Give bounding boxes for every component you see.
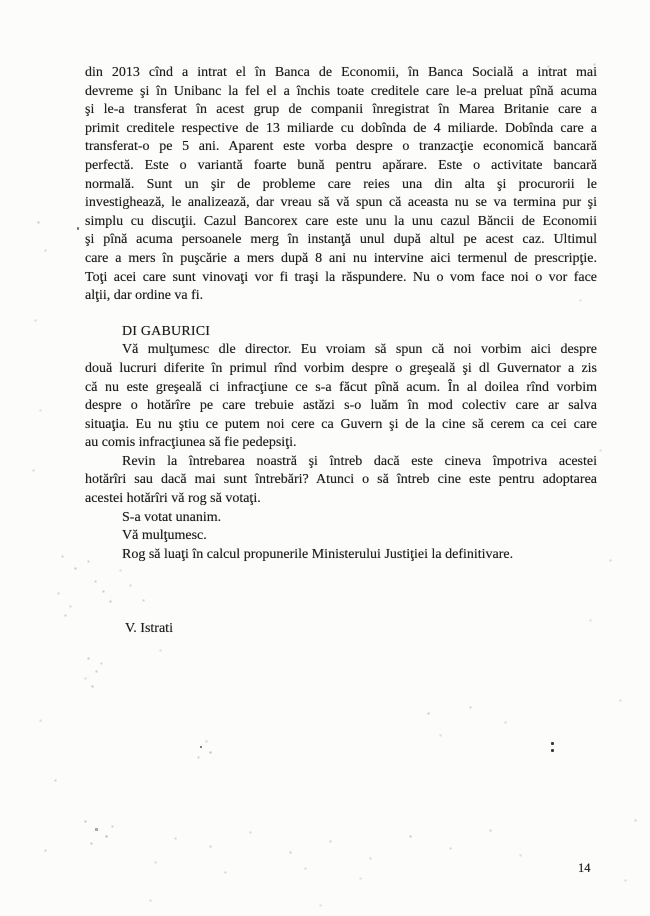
text-line: investighează, le analizează, dar vreau să vă spun că aceasta nu se va termina pur şi	[85, 195, 597, 211]
text-line: despre o hotărîre pe care trebuie astăzi s-o luăm în mod colectiv care ar salva	[85, 398, 597, 414]
text-line: devreme şi în Unibanc la fel el a închis toate creditele care le-a preluat pînă acuma	[85, 83, 597, 99]
text-line: că nu este greşeală ci infracţiune ce s-a făcut pînă acum. În al doilea rînd vorbim	[85, 379, 597, 395]
signature-name: V. Istrati	[125, 621, 173, 636]
text-line: acestei hotărîri vă rog să votaţi.	[85, 491, 261, 507]
text-line: transferat-o pe 5 ani. Aparent este vorba despre o tranzacţie economică bancară	[85, 139, 597, 155]
scan-noise-specks	[0, 0, 1, 1]
scan-ink-mark	[551, 749, 554, 752]
text-line: Rog să luaţi în calcul propunerile Ministerului Justiţiei la definitivare.	[122, 546, 514, 562]
text-line: din 2013 cînd a intrat el în Banca de Economii, în Banca Socială a intrat mai	[85, 65, 597, 80]
text-line: simplu cu discuţii. Cazul Bancorex care este unu la unu cazul Băncii de Economii	[85, 213, 597, 229]
speaker-heading: DI GABURICI	[122, 323, 211, 339]
transcript-text-block	[85, 64, 597, 564]
text-line: hotărîri sau dacă mai sunt întrebări? Atunci o să întreb cine este pentru adoptarea	[85, 472, 597, 488]
text-line: au comis infracţiunea să fie pedepsiţi.	[85, 435, 297, 451]
text-line: două lucruri diferite în primul rînd vorbim despre o greşeală şi dl Guvernator a zis	[85, 360, 597, 376]
scan-ink-mark	[77, 227, 79, 230]
text-line: Revin la întrebarea noastră şi întreb dacă este cineva împotriva acestei	[122, 453, 597, 469]
text-line: primit creditele respective de 13 miliarde cu dobînda de 4 miliarde. Dobînda care a	[85, 120, 597, 136]
text-line: situaţia. Eu nu ştiu ce putem noi cere ca Guvern şi de la cine să cerem ca cei care	[85, 416, 597, 432]
scan-ink-mark	[200, 746, 202, 748]
text-line: Toţi acei care sunt vinovaţi vor fi traşi la răspundere. Nu o vom face noi o vor face	[85, 269, 597, 285]
text-line: alţii, dar ordine va fi.	[85, 288, 204, 304]
scan-ink-mark	[551, 742, 554, 745]
page-number: 14	[578, 861, 591, 875]
text-line: normală. Sunt un şir de probleme care reies una din alta şi procurorii le	[85, 176, 597, 192]
text-line: care a mers în puşcărie a mers după 8 ani nu intervine aici termenul de prescripţie.	[85, 250, 597, 266]
text-line: Vă mulţumesc dle director. Eu vroiam să spun că noi vorbim aici despre	[122, 342, 597, 358]
text-line: şi le-a transferat în acest grup de companii înregistrat în Marea Britanie care a	[85, 102, 597, 118]
text-line: perfectă. Este o variantă foarte bună pentru apărare. Este o activitate bancară	[85, 157, 597, 173]
text-line: şi pînă acuma persoanele merg în instanţă unul după altul pe acest caz. Ultimul	[85, 232, 597, 248]
text-line: S-a votat unanim.	[122, 509, 222, 525]
text-line: Vă mulţumesc.	[122, 528, 207, 544]
